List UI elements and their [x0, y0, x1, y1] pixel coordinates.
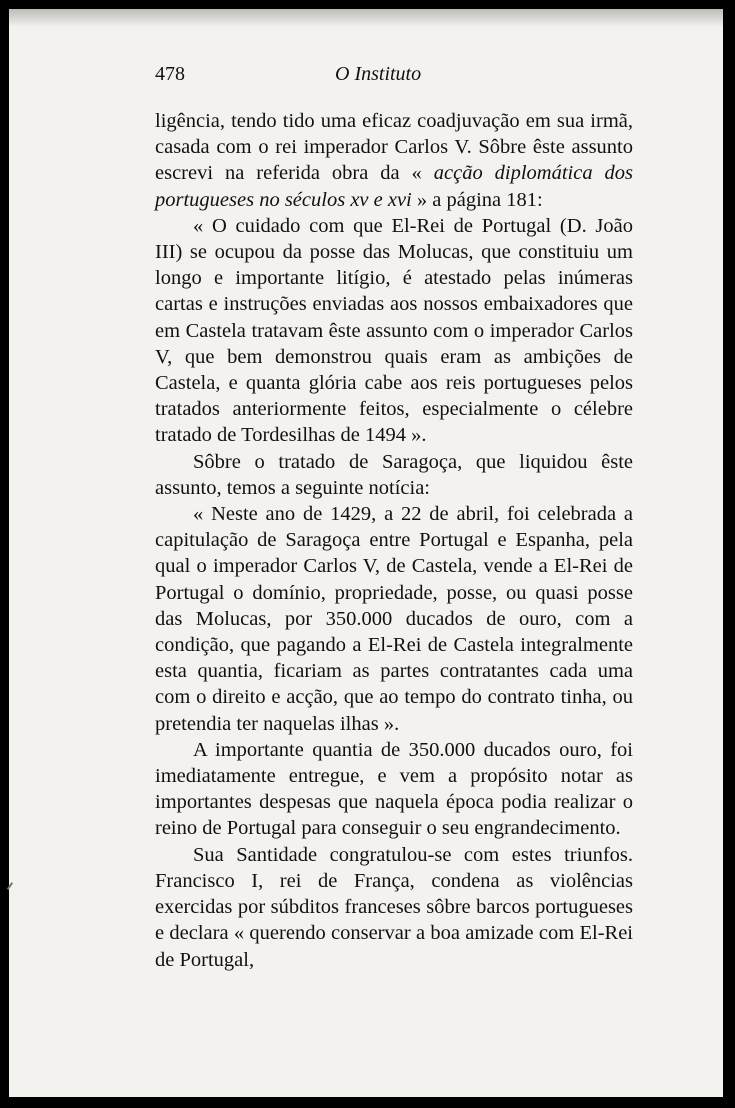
page-header	[155, 63, 625, 93]
paragraph-2: « O cuidado com que El-Rei de Portugal (D. João III) se ocupou da posse das Molucas, que constituiu um longo e importante litígio, é atestado pelas inúmeras cartas e instruções enviadas aos nossos embaixadores que em Castela tratavam êste assunto com o imperador Carlos V, que bem demonstrou quais eram as ambições de Castela, e quanta glória cabe aos reis portugueses pelos tratados anteriormente feitos, especialmente o célebre tratado de Tordesilhas de 1494 ».	[155, 214, 633, 447]
page-edge-shadow	[9, 9, 723, 27]
paragraph-1-text-a: ligência, tendo tido uma eficaz coadjuvação em sua irmã, casada com o rei imperador Carlos V. Sôbre êste assunto escrevi na referida obra da «	[155, 110, 633, 185]
running-title: O Instituto	[335, 63, 422, 85]
paragraph-6: Sua Santidade congratulou-se com estes triunfos. Francisco I, rei de França, condena as violências exercidas por súbditos franceses sôbre barcos portugueses e declara « querendo conservar a boa amizade com El-Rei de Portugal,	[155, 843, 633, 971]
page-number: 478	[155, 63, 185, 85]
body-text	[155, 108, 633, 973]
paragraph-1-italic-centuries: xv e xvi	[350, 188, 412, 211]
paragraph-3: Sôbre o tratado de Saragoça, que liquidou êste assunto, temos a seguinte notícia:	[155, 450, 633, 499]
paragraph-1	[155, 108, 633, 213]
paragraph-1-text-c: » a página 181:	[411, 188, 543, 211]
paragraph-5: A importante quantia de 350.000 ducados ouro, foi imediatamente entregue, e vem a propósito notar as importantes despesas que naquela época podia realizar o reino de Portugal para conseguir o seu engrandecimento.	[155, 738, 633, 840]
paragraph-4: « Neste ano de 1429, a 22 de abril, foi celebrada a capitulação de Saragoça entre Portugal e Espanha, pela qual o imperador Carlos V, de Castela, vende a El-Rei de Portugal o domínio, propriedade, posse, ou quasi posse das Molucas, por 350.000 ducados de ouro, com a condição, que pagando a El-Rei de Castela integralmente esta quantia, ficariam as partes contratantes cada uma com o direito e acção, que ao tempo do contrato tinha, ou pretendia ter naquelas ilhas ».	[155, 503, 633, 735]
paragraph-1-italic-title: acção diplomática dos portugueses no séculos	[155, 162, 633, 211]
